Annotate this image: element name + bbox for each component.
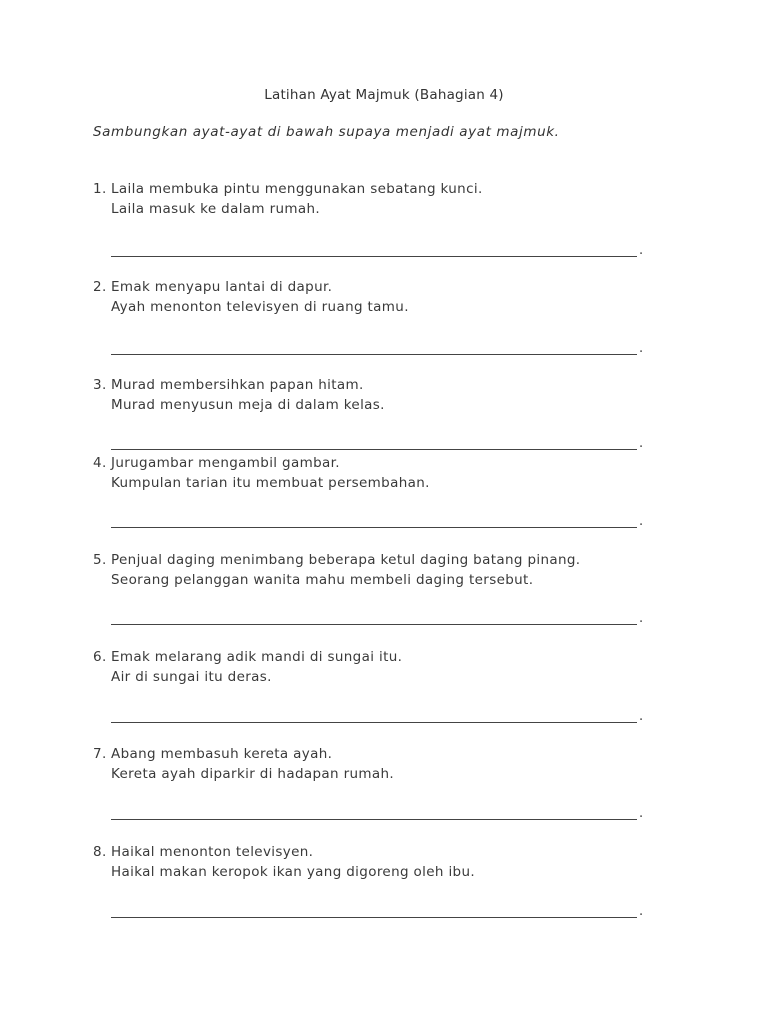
- question-sentence-2: Seorang pelanggan wanita mahu membeli daging tersebut.: [111, 571, 534, 588]
- question-4: [93, 454, 653, 493]
- question-3: [93, 376, 653, 415]
- question-sentence-1: Haikal menonton televisyen.: [111, 844, 314, 860]
- answer-terminator: .: [639, 611, 644, 626]
- question-sentence-2: Kereta ayah diparkir di hadapan rumah.: [111, 765, 395, 782]
- question-number: 3.: [93, 377, 107, 393]
- question-sentence-2: Kumpulan tarian itu membuat persembahan.: [111, 474, 430, 491]
- answer-terminator: .: [639, 904, 644, 919]
- question-sentence-2: Haikal makan keropok ikan yang digoreng oleh ibu.: [111, 863, 476, 880]
- question-sentence-2: Murad menyusun meja di dalam kelas.: [111, 396, 385, 413]
- answer-line-7[interactable]: [111, 806, 645, 820]
- answer-terminator: .: [639, 243, 644, 258]
- answer-line-2[interactable]: [111, 341, 645, 355]
- question-sentence-1: Jurugambar mengambil gambar.: [111, 455, 340, 471]
- instruction-text: Sambungkan ayat-ayat di bawah supaya menjadi ayat majmuk.: [93, 124, 560, 140]
- question-5: [93, 551, 653, 590]
- question-8: [93, 843, 653, 882]
- question-number: 2.: [93, 279, 107, 295]
- answer-terminator: .: [639, 341, 644, 356]
- question-number: 7.: [93, 746, 107, 762]
- question-number: 4.: [93, 455, 107, 471]
- question-number: 8.: [93, 844, 107, 860]
- answer-line-3[interactable]: [111, 436, 645, 450]
- answer-terminator: .: [639, 514, 644, 529]
- question-sentence-2: Ayah menonton televisyen di ruang tamu.: [111, 298, 409, 315]
- question-sentence-1: Emak menyapu lantai di dapur.: [111, 279, 333, 295]
- question-6: [93, 648, 653, 687]
- answer-line-1[interactable]: [111, 243, 645, 257]
- answer-line-4[interactable]: [111, 514, 645, 528]
- question-sentence-1: Penjual daging menimbang beberapa ketul daging batang pinang.: [111, 552, 581, 568]
- question-number: 5.: [93, 552, 107, 568]
- page-title: Latihan Ayat Majmuk (Bahagian 4): [264, 87, 504, 103]
- question-sentence-1: Laila membuka pintu menggunakan sebatang kunci.: [111, 181, 483, 197]
- question-7: [93, 745, 653, 784]
- answer-line-5[interactable]: [111, 611, 645, 625]
- question-sentence-1: Emak melarang adik mandi di sungai itu.: [111, 649, 403, 665]
- question-sentence-1: Abang membasuh kereta ayah.: [111, 746, 333, 762]
- question-sentence-1: Murad membersihkan papan hitam.: [111, 377, 364, 393]
- answer-line-6[interactable]: [111, 709, 645, 723]
- answer-terminator: .: [639, 709, 644, 724]
- question-2: [93, 278, 653, 317]
- question-1: [93, 180, 653, 219]
- question-sentence-2: Air di sungai itu deras.: [111, 668, 272, 685]
- answer-line-8[interactable]: [111, 904, 645, 918]
- answer-terminator: .: [639, 436, 644, 451]
- question-sentence-2: Laila masuk ke dalam rumah.: [111, 200, 321, 217]
- question-number: 1.: [93, 181, 107, 197]
- question-number: 6.: [93, 649, 107, 665]
- answer-terminator: .: [639, 806, 644, 821]
